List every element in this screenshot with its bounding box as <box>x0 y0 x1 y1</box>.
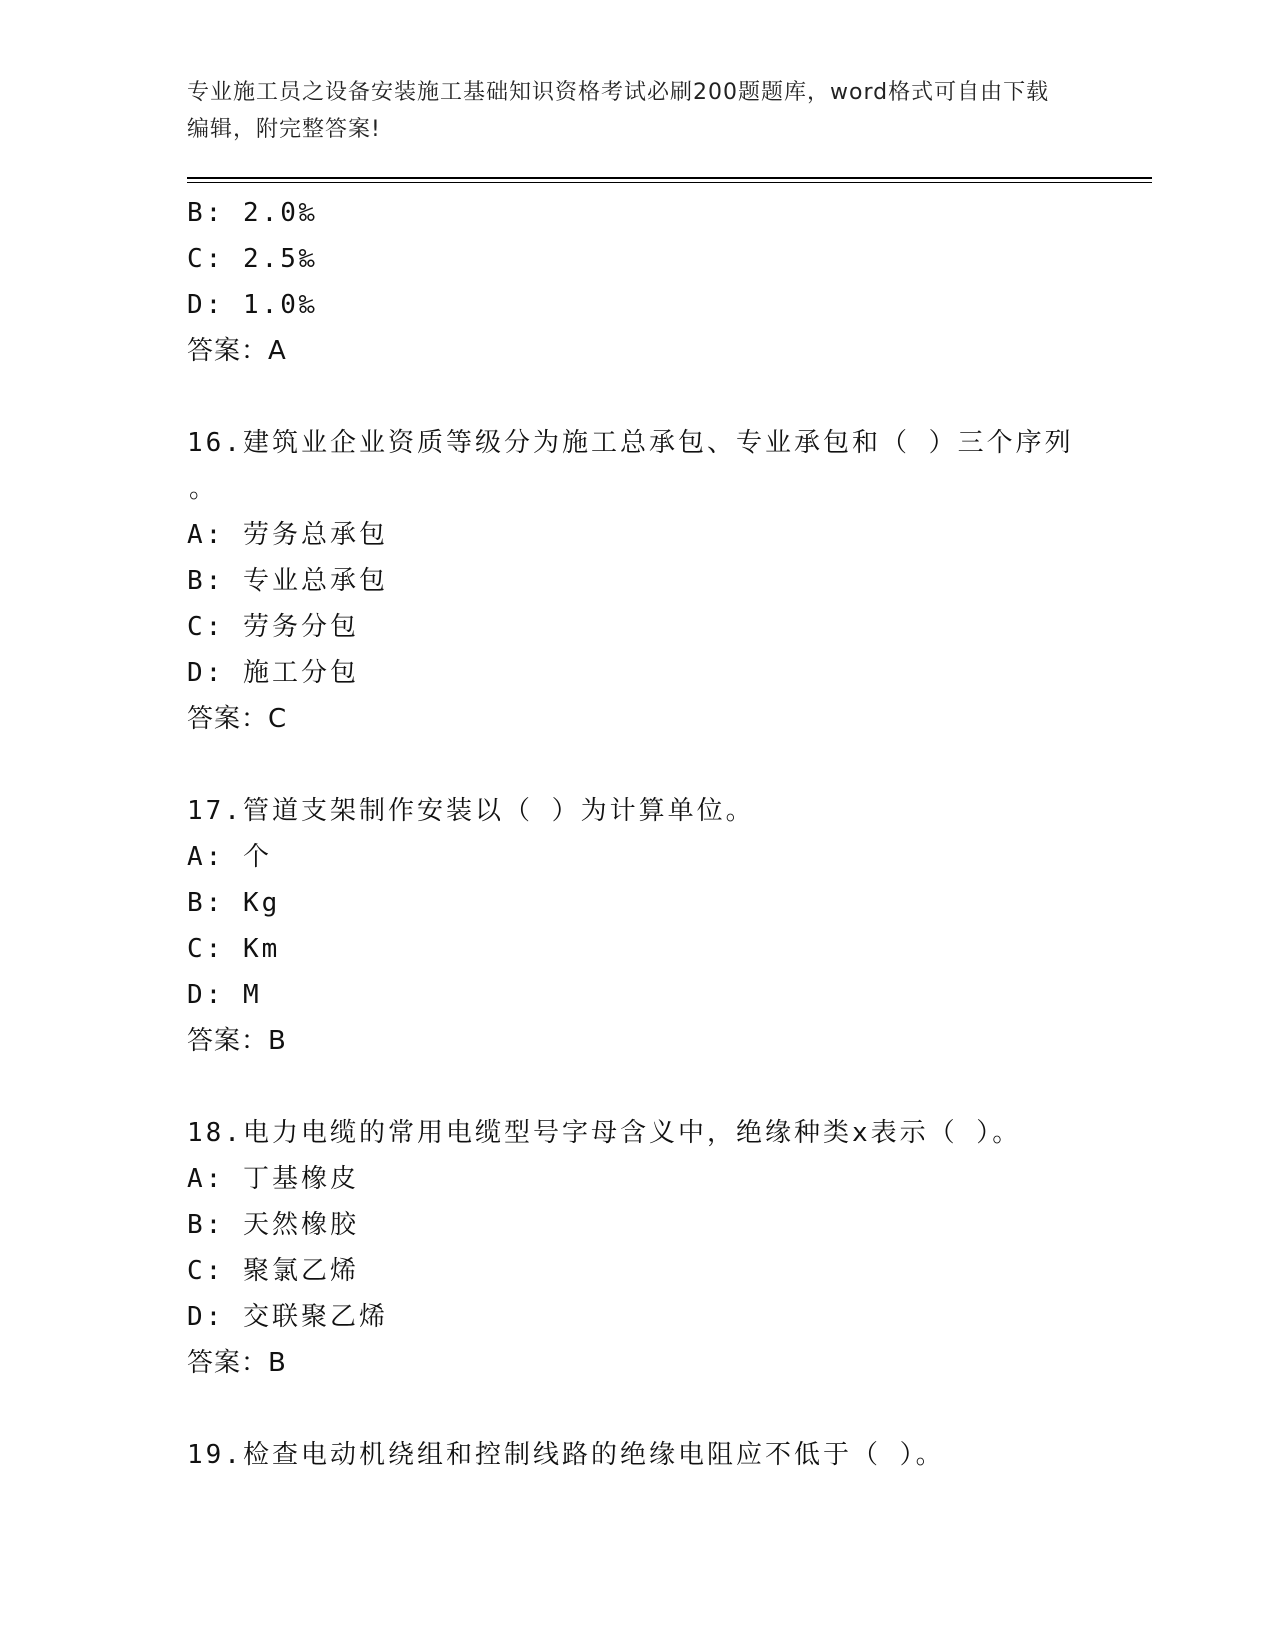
question-17 <box>187 788 1087 1064</box>
option-d: D: 施工分包 <box>187 658 359 688</box>
answer-line: 答案：C <box>187 704 288 734</box>
option-b: B: 2.0‰ <box>187 198 318 228</box>
option-d: D: 交联聚乙烯 <box>187 1302 388 1332</box>
question-stem: 16.建筑业企业资质等级分为施工总承包、专业承包和（ ）三个序列 <box>187 428 1074 458</box>
question-18 <box>187 1110 1087 1386</box>
question-19 <box>187 1432 1087 1478</box>
option-d: D: 1.0‰ <box>187 290 318 320</box>
option-b: B: 专业总承包 <box>187 566 388 596</box>
answer-line: 答案：B <box>187 1026 287 1056</box>
answer-line: 答案：A <box>187 336 287 366</box>
question-stem-wrap: 。 <box>189 474 219 504</box>
header-title: 专业施工员之设备安装施工基础知识资格考试必刷200题题库，word格式可自由下载编辑，附完整答案! <box>187 80 1050 142</box>
option-d: D: M <box>187 980 262 1010</box>
option-c: C: Km <box>187 934 281 964</box>
option-c: C: 2.5‰ <box>187 244 318 274</box>
option-c: C: 劳务分包 <box>187 612 359 642</box>
option-a: A: 劳务总承包 <box>187 520 388 550</box>
question-stem: 18.电力电缆的常用电缆型号字母含义中，绝缘种类x表示（ ）。 <box>187 1118 1022 1148</box>
option-a: A: 个 <box>187 842 272 872</box>
document-header <box>187 74 1067 148</box>
option-b: B: 天然橡胶 <box>187 1210 359 1240</box>
option-b: B: Kg <box>187 888 281 918</box>
question-stem: 17.管道支架制作安装以（ ）为计算单位。 <box>187 796 755 826</box>
option-a: A: 丁基橡皮 <box>187 1164 359 1194</box>
header-divider <box>187 177 1152 179</box>
question-16 <box>187 420 1087 742</box>
answer-line: 答案：B <box>187 1348 287 1378</box>
question-stem: 19.检查电动机绕组和控制线路的绝缘电阻应不低于（ ）。 <box>187 1440 945 1470</box>
question-list <box>187 190 1087 1478</box>
option-c: C: 聚氯乙烯 <box>187 1256 359 1286</box>
header-divider-thin <box>187 182 1152 183</box>
